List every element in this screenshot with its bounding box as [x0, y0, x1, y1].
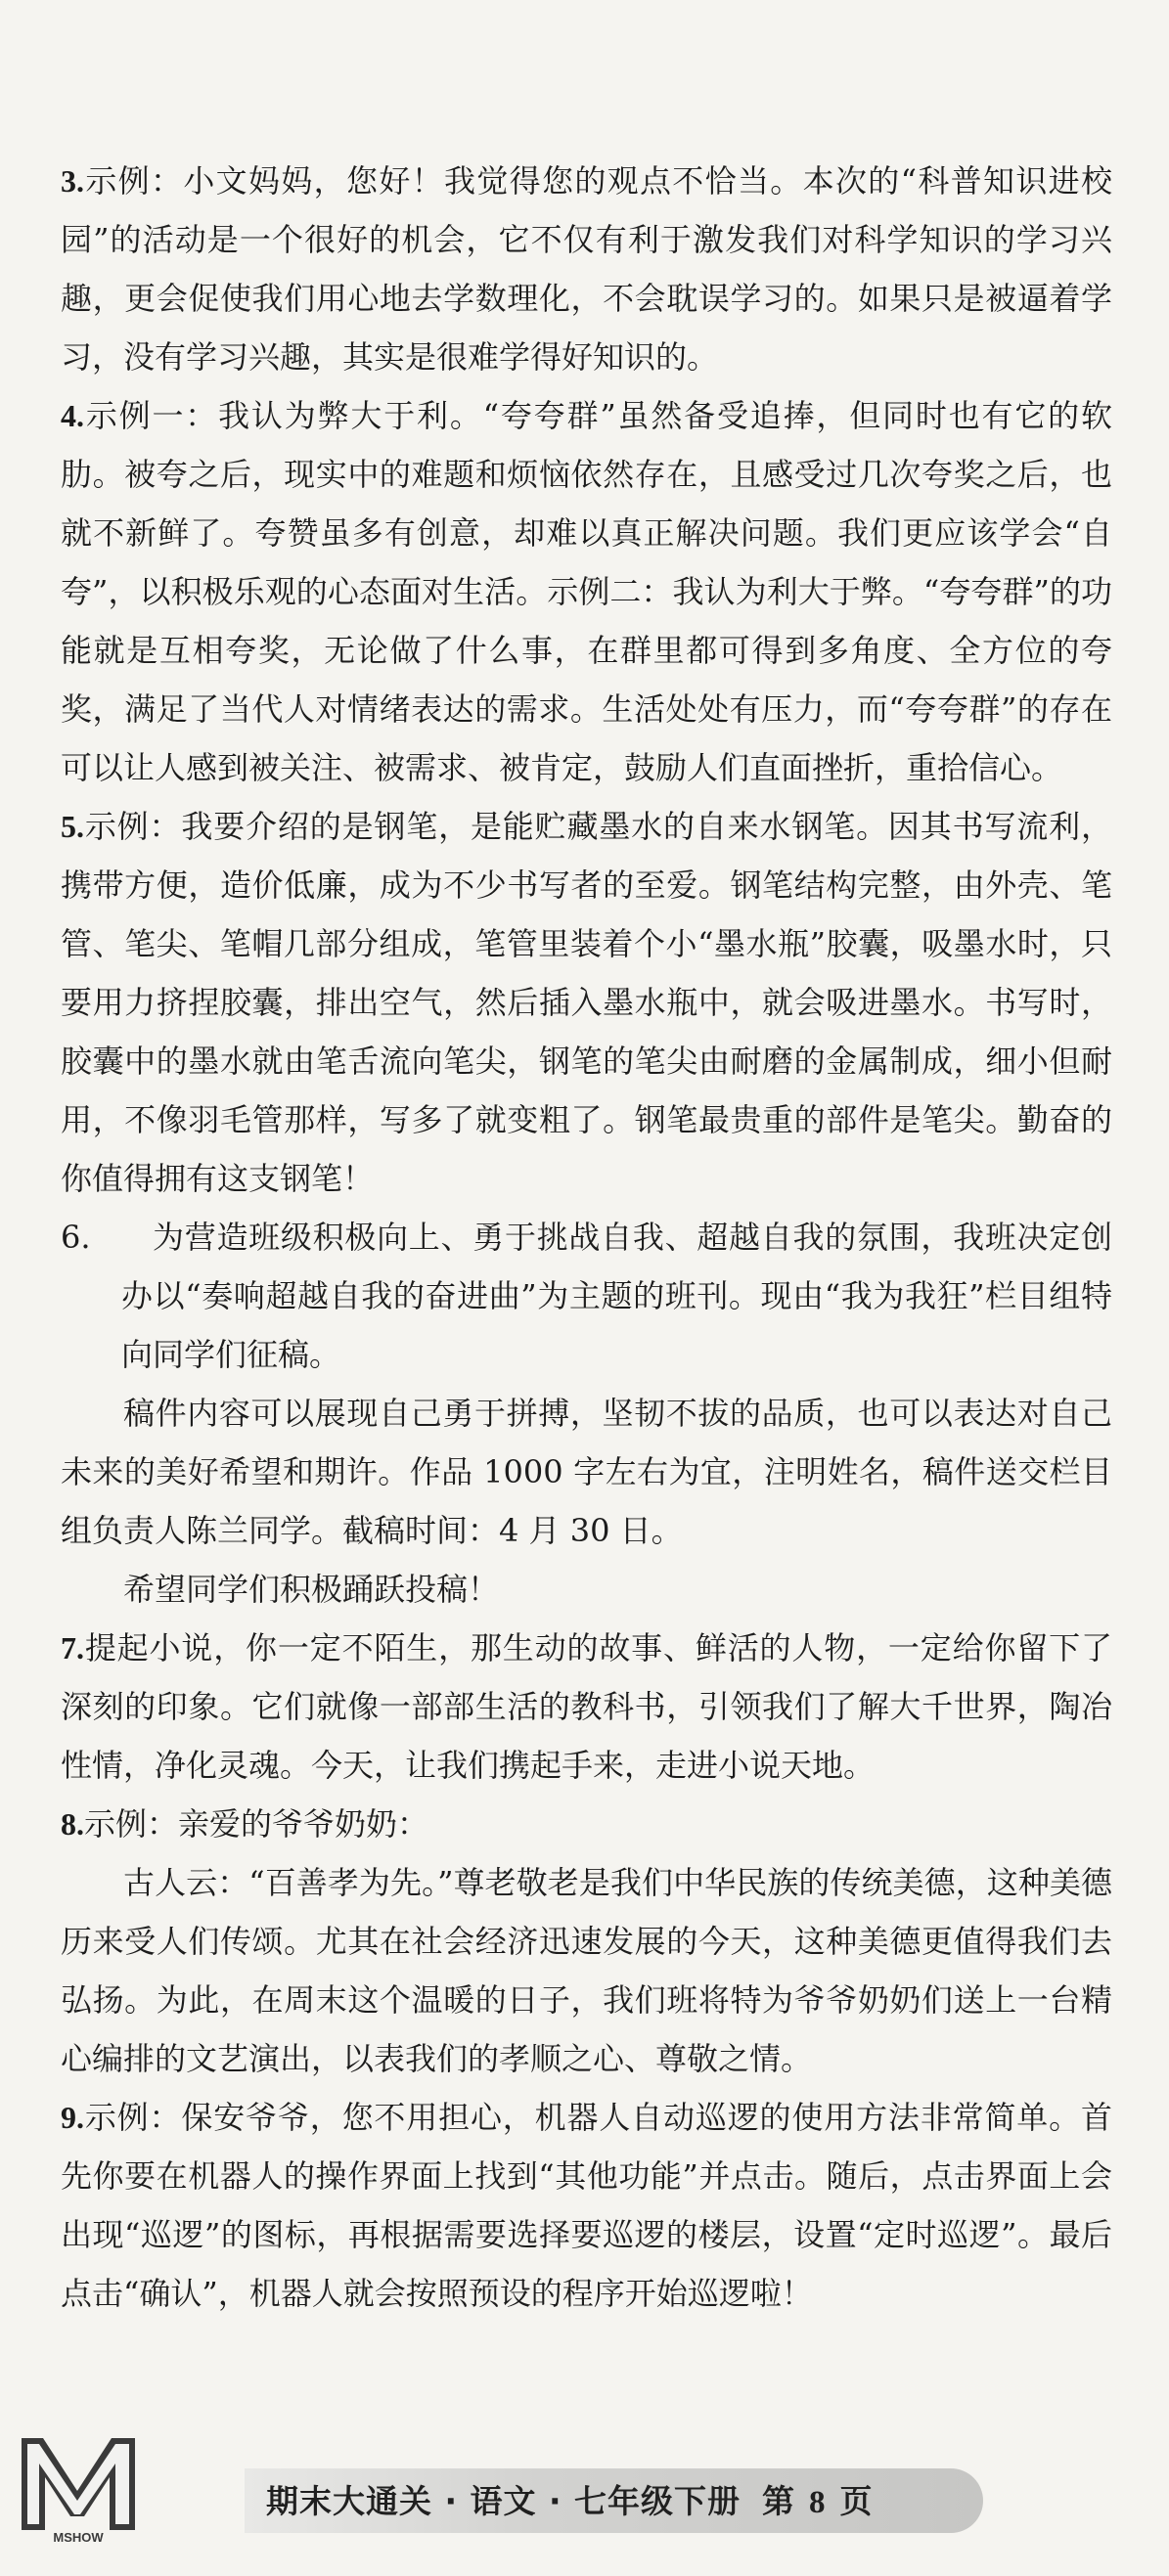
- item-number: 9.: [61, 2100, 84, 2135]
- item-text: 示例一：我认为弊大于利。“夸夸群”虽然备受追捧，但同时也有它的软肋。被夸之后，现实中的难题和烦恼依然存在，且感受过几次夸奖之后，也就不新鲜了。夸赞虽多有创意，却难以真正解决问题。我们更应该学会“自夸”，以积极乐观的心态面对生活。示例二：我认为利大于弊。“夸夸群”的功能就是互相夸奖，无论做了什么事，在群里都可得到多角度、全方位的夸奖，满足了当代人对情绪表达的需求。生活处处有压力，而“夸夸群”的存在可以让人感到被关注、被需求、被肯定，鼓励人们直面挫折，重拾信心。: [61, 397, 1112, 786]
- footer-text: [266, 2474, 874, 2529]
- answer-item-8: [61, 1795, 1112, 2088]
- logo-text: MSHOW: [53, 2530, 104, 2545]
- answer-item-6: [61, 1208, 1112, 1619]
- item8-body: 古人云：“百善孝为先。”尊老敬老是我们中华民族的传统美德，这种美德历来受人们传颂。尤其在社会经济迅速发展的今天，这种美德更值得我们去弘扬。为此，在周末这个温暖的日子，我们班将特为爷爷奶奶们送上一台精心编排的文艺演出，以表我们的孝顺之心、尊敬之情。: [61, 1864, 1112, 2077]
- answer-item-4: [61, 386, 1112, 797]
- item-text: 示例：我要介绍的是钢笔，是能贮藏墨水的自来水钢笔。因其书写流利，携带方便，造价低廉，成为不少书写者的至爱。钢笔结构完整，由外壳、笔管、笔尖、笔帽几部分组成，笔管里装着个小“墨水瓶”胶囊，吸墨水时，只要用力挤捏胶囊，排出空气，然后插入墨水瓶中，就会吸进墨水。书写时，胶囊中的墨水就由笔舌流向笔尖，钢笔的笔尖由耐磨的金属制成，细小但耐用，不像羽毛管那样，写多了就变粗了。钢笔最贵重的部件是笔尖。勤奋的你值得拥有这支钢笔！: [61, 808, 1112, 1197]
- answer-item-9: [61, 2088, 1112, 2323]
- item-number: 8.: [61, 1806, 84, 1842]
- item6-paragraph-2: 稿件内容可以展现自己勇于拼搏，坚韧不拔的品质，也可以表达对自己未来的美好希望和期许。作品 1000 字左右为宜，注明姓名，稿件送交栏目组负责人陈兰同学。截稿时间：4 月 30 日。: [61, 1395, 1112, 1549]
- item-number: 6.: [61, 1219, 91, 1256]
- answer-item-7: [61, 1619, 1112, 1795]
- page-prefix: 第: [762, 2482, 796, 2520]
- answer-item-5: [61, 797, 1112, 1208]
- item-text: 提起小说，你一定不陌生，那生动的故事、鲜活的人物，一定给你留下了深刻的印象。它们就像一部部生活的教科书，引领我们了解大千世界，陶冶性情，净化灵魂。今天，让我们携起手来，走进小说天地。: [61, 1629, 1112, 1784]
- item6-paragraph-3: 希望同学们积极踊跃投稿！: [123, 1571, 500, 1608]
- publisher-logo: [14, 2421, 146, 2548]
- item6-paragraph-1: 为营造班级积极向上、勇于挑战自我、超越自我的氛围，我班决定创办以“奏响超越自我的奋进曲”为主题的班刊。现由“我为我狂”栏目组特向同学们征稿。: [121, 1219, 1112, 1373]
- item8-salutation: 示例：亲爱的爷爷奶奶：: [84, 1805, 429, 1843]
- answer-content: [61, 152, 1112, 2323]
- answer-item-3: [61, 152, 1112, 386]
- item-number: 7.: [61, 1630, 84, 1666]
- item-text: 示例：小文妈妈，您好！我觉得您的观点不恰当。本次的“科普知识进校园”的活动是一个很好的机会，它不仅有利于激发我们对科学知识的学习兴趣，更会促使我们用心地去学数理化，不会耽误学习的。如果只是被逼着学习，没有学习兴趣，其实是很难学得好知识的。: [61, 162, 1112, 376]
- item-number: 4.: [61, 398, 84, 433]
- item-text: 示例：保安爷爷，您不用担心，机器人自动巡逻的使用方法非常简单。首先你要在机器人的操作界面上找到“其他功能”并点击。随后，点击界面上会出现“巡逻”的图标，再根据需要选择要巡逻的楼层，设置“定时巡逻”。最后点击“确认”，机器人就会按照预设的程序开始巡逻啦！: [61, 2099, 1112, 2312]
- page-suffix: 页: [839, 2482, 874, 2520]
- page-number: 8: [809, 2485, 827, 2520]
- item-number: 3.: [61, 163, 84, 199]
- item-number: 5.: [61, 809, 84, 844]
- book-title: 期末大通关 · 语文 · 七年级下册: [266, 2482, 742, 2520]
